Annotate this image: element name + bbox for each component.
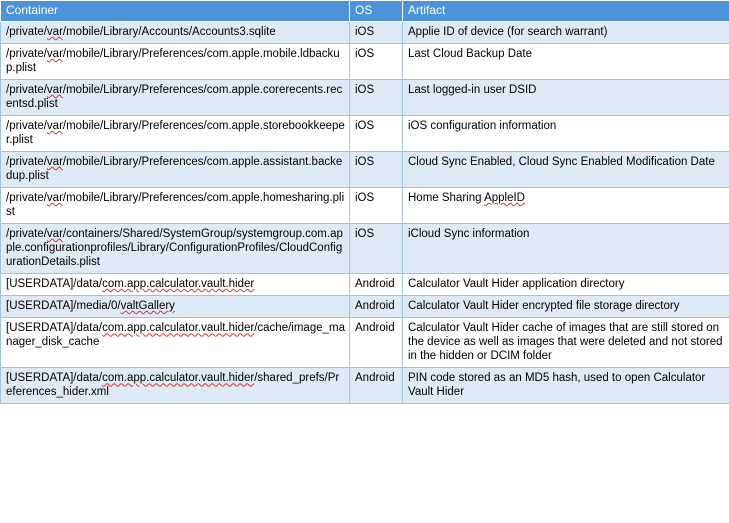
cell-artifact: Calculator Vault Hider cache of images that are still stored on the device as well as images that were deleted and not stored in the hidden or DCIM folder bbox=[403, 318, 729, 368]
table-row bbox=[1, 116, 729, 152]
cell-os: Android bbox=[350, 368, 403, 404]
cell-container: /private/var/containers/Shared/SystemGroup/systemgroup.com.apple.configurationprofiles/Library/ConfigurationProfiles/CloudConfigurationDetails.plist bbox=[1, 224, 350, 274]
cell-os: Android bbox=[350, 296, 403, 318]
table-row bbox=[1, 80, 729, 116]
cell-os: iOS bbox=[350, 224, 403, 274]
cell-container: [USERDATA]/data/com.app.calculator.vault.hider/cache/image_manager_disk_cache bbox=[1, 318, 350, 368]
cell-artifact: Calculator Vault Hider application directory bbox=[403, 274, 729, 296]
table-row bbox=[1, 188, 729, 224]
cell-artifact: Last Cloud Backup Date bbox=[403, 44, 729, 80]
table-row bbox=[1, 152, 729, 188]
cell-container: /private/var/mobile/Library/Preferences/com.apple.storebookkeeper.plist bbox=[1, 116, 350, 152]
cell-artifact: Calculator Vault Hider encrypted file storage directory bbox=[403, 296, 729, 318]
cell-artifact: Home Sharing AppleID bbox=[403, 188, 729, 224]
cell-container: /private/var/mobile/Library/Accounts/Accounts3.sqlite bbox=[1, 22, 350, 44]
table-row bbox=[1, 224, 729, 274]
cell-container: [USERDATA]/media/0/valtGallery bbox=[1, 296, 350, 318]
column-header-os: OS bbox=[350, 1, 403, 22]
table-header-row bbox=[1, 1, 729, 22]
cell-os: Android bbox=[350, 318, 403, 368]
cell-artifact: iOS configuration information bbox=[403, 116, 729, 152]
column-header-container: Container bbox=[1, 1, 350, 22]
cell-os: iOS bbox=[350, 116, 403, 152]
table-row bbox=[1, 296, 729, 318]
cell-container: /private/var/mobile/Library/Preferences/com.apple.corerecents.recentsd.plist bbox=[1, 80, 350, 116]
cell-container: /private/var/mobile/Library/Preferences/com.apple.mobile.ldbackup.plist bbox=[1, 44, 350, 80]
cell-container: /private/var/mobile/Library/Preferences/com.apple.homesharing.plist bbox=[1, 188, 350, 224]
cell-os: iOS bbox=[350, 188, 403, 224]
cell-os: iOS bbox=[350, 44, 403, 80]
cell-container: [USERDATA]/data/com.app.calculator.vault.hider/shared_prefs/Preferences_hider.xml bbox=[1, 368, 350, 404]
cell-artifact: iCloud Sync information bbox=[403, 224, 729, 274]
column-header-artifact: Artifact bbox=[403, 1, 729, 22]
cell-os: Android bbox=[350, 274, 403, 296]
cell-artifact: Cloud Sync Enabled, Cloud Sync Enabled Modification Date bbox=[403, 152, 729, 188]
cell-artifact: Last logged-in user DSID bbox=[403, 80, 729, 116]
cell-os: iOS bbox=[350, 152, 403, 188]
table-row bbox=[1, 318, 729, 368]
cell-os: iOS bbox=[350, 80, 403, 116]
cell-container: [USERDATA]/data/com.app.calculator.vault.hider bbox=[1, 274, 350, 296]
table-row bbox=[1, 44, 729, 80]
table-row bbox=[1, 22, 729, 44]
cell-os: iOS bbox=[350, 22, 403, 44]
cell-artifact: PIN code stored as an MD5 hash, used to open Calculator Vault Hider bbox=[403, 368, 729, 404]
cell-artifact: Applie ID of device (for search warrant) bbox=[403, 22, 729, 44]
table-row bbox=[1, 368, 729, 404]
table-row bbox=[1, 274, 729, 296]
cell-container: /private/var/mobile/Library/Preferences/com.apple.assistant.backedup.plist bbox=[1, 152, 350, 188]
